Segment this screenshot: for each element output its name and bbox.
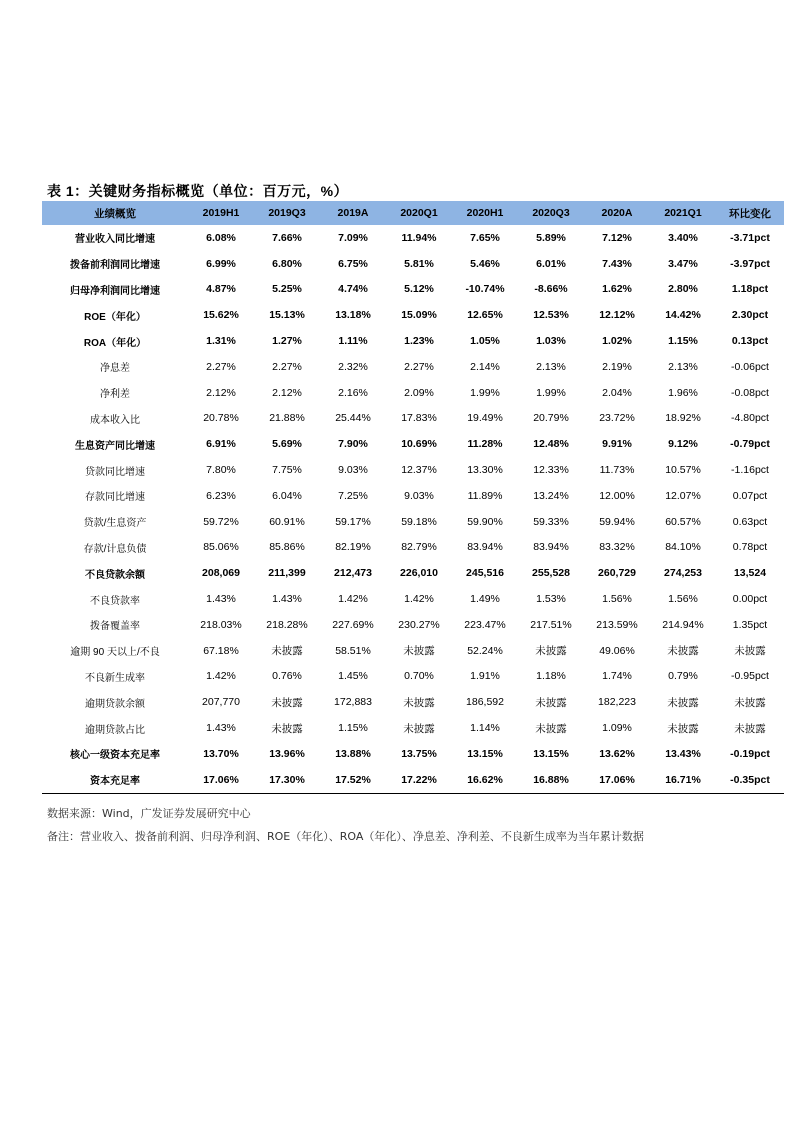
table-cell: 49.06%: [599, 644, 635, 657]
table-cell: 12.53%: [533, 309, 569, 322]
row-label: 不良贷款率: [90, 595, 140, 607]
table-cell: 13.18%: [335, 309, 371, 322]
table-cell: 2.04%: [602, 386, 632, 399]
table-cell: 12.48%: [533, 438, 569, 451]
table-cell: 182,223: [598, 696, 636, 709]
table-cell: 2.09%: [404, 386, 434, 399]
table-cell: 223.47%: [464, 618, 506, 631]
table-cell: 13,524: [733, 567, 767, 580]
table-cell: -0.19pct: [730, 747, 770, 760]
row-label: 逾期贷款余额: [85, 698, 145, 710]
table-header-row: [42, 201, 784, 225]
table-row: [42, 689, 784, 715]
table-row: [42, 354, 784, 380]
table-cell: 217.51%: [530, 618, 572, 631]
table-cell: 5.81%: [404, 257, 434, 270]
table-cell: 11.89%: [467, 489, 503, 502]
table-cell: 6.08%: [206, 231, 236, 244]
remark-note: 备注：营业收入、拨备前利润、归母净利润、ROE（年化）、ROA（年化）、净息差、净利差、不良新生成率为当年累计数据: [47, 830, 644, 843]
table-cell: 7.09%: [338, 231, 368, 244]
table-cell: 11.28%: [467, 438, 503, 451]
table-cell: 9.91%: [602, 438, 632, 451]
table-cell: 212,473: [334, 567, 372, 580]
table-cell: 0.79%: [668, 670, 698, 683]
column-header: 2020Q3: [518, 201, 584, 225]
table-cell: 59.18%: [401, 515, 437, 528]
table-cell: 207,770: [202, 696, 240, 709]
table-row: [42, 483, 784, 509]
table-cell: 7.75%: [272, 464, 302, 477]
table-cell: 1.42%: [404, 593, 434, 606]
row-label: 净利差: [100, 389, 130, 401]
table-cell: 未披露: [535, 645, 567, 658]
column-header: 2021Q1: [650, 201, 716, 225]
table-cell: 218.28%: [266, 618, 308, 631]
table-cell: 25.44%: [335, 412, 371, 425]
table-cell: 1.74%: [602, 670, 632, 683]
table-row: [42, 586, 784, 612]
table-cell: 1.56%: [668, 593, 698, 606]
table-cell: 0.76%: [272, 670, 302, 683]
table-cell: 1.43%: [272, 593, 302, 606]
table-cell: 2.27%: [404, 360, 434, 373]
table-cell: 1.53%: [536, 593, 566, 606]
row-label: 贷款同比增速: [85, 466, 145, 478]
table-cell: 未披露: [271, 645, 303, 658]
table-cell: 60.57%: [665, 515, 701, 528]
table-cell: 13.70%: [203, 747, 239, 760]
table-cell: 23.72%: [599, 412, 635, 425]
table-cell: 58.51%: [335, 644, 371, 657]
table-cell: 172,883: [334, 696, 372, 709]
table-cell: 1.99%: [536, 386, 566, 399]
table-cell: 13.88%: [335, 747, 371, 760]
table-cell: 6.04%: [272, 489, 302, 502]
table-row: [42, 406, 784, 432]
table-row: [42, 225, 784, 251]
table-cell: 2.12%: [272, 386, 302, 399]
column-header: 2019H1: [188, 201, 254, 225]
table-cell: 2.14%: [470, 360, 500, 373]
row-label: 净息差: [100, 363, 130, 375]
table-cell: 4.74%: [338, 283, 368, 296]
table-cell: -10.74%: [465, 283, 505, 296]
table-cell: 208,069: [202, 567, 240, 580]
table-cell: 83.94%: [533, 541, 569, 554]
table-cell: 85.86%: [269, 541, 305, 554]
table-cell: -0.79pct: [730, 438, 770, 451]
row-label: 不良贷款余额: [85, 569, 145, 581]
table-cell: 17.06%: [188, 767, 254, 793]
table-cell: 13.24%: [533, 489, 569, 502]
table-cell: 2.12%: [206, 386, 236, 399]
column-header: 2020Q1: [386, 201, 452, 225]
table-cell: 1.42%: [206, 670, 236, 683]
table-cell: 未披露: [403, 645, 435, 658]
table-cell: 2.13%: [668, 360, 698, 373]
table-cell: 0.70%: [404, 670, 434, 683]
table-row: [42, 328, 784, 354]
column-header: 2019A: [320, 201, 386, 225]
table-cell: 2.32%: [338, 360, 368, 373]
table-cell: -0.95pct: [731, 670, 769, 683]
table-cell: 227.69%: [332, 618, 374, 631]
table-cell: 1.11%: [338, 335, 368, 348]
table-cell: 1.96%: [668, 386, 698, 399]
table-cell: 1.31%: [206, 335, 236, 348]
table-cell: 19.49%: [467, 412, 503, 425]
table-cell: -3.71pct: [730, 231, 770, 244]
table-cell: 15.09%: [401, 309, 437, 322]
table-cell: 2.27%: [206, 360, 236, 373]
table-cell: 0.63pct: [732, 515, 768, 528]
table-cell: 17.22%: [386, 767, 452, 793]
row-label: 逾期贷款占比: [85, 724, 145, 736]
table-cell: 2.27%: [272, 360, 302, 373]
table-cell: 1.02%: [602, 335, 632, 348]
table-cell: 7.12%: [602, 231, 632, 244]
table-cell: 13.43%: [665, 747, 701, 760]
table-cell: 218.03%: [200, 618, 242, 631]
column-header: 环比变化: [716, 201, 784, 225]
table-row: [42, 431, 784, 457]
column-header: 2020A: [584, 201, 650, 225]
table-cell: 6.91%: [206, 438, 236, 451]
table-cell: 1.49%: [470, 593, 500, 606]
table-cell: 2.19%: [602, 360, 632, 373]
table-cell: 82.19%: [335, 541, 371, 554]
column-header: 业绩概览: [42, 201, 188, 225]
table-cell: 12.65%: [467, 309, 503, 322]
row-label: 逾期 90 天以上/不良: [70, 647, 160, 659]
table-cell: 0.13pct: [731, 335, 769, 348]
row-label: 生息资产同比增速: [75, 440, 155, 452]
table-cell: 2.30pct: [731, 309, 769, 322]
table-row: [42, 302, 784, 328]
table-cell: 83.94%: [467, 541, 503, 554]
row-label: 归母净利润同比增速: [70, 285, 160, 297]
table-cell: 59.90%: [467, 515, 503, 528]
table-cell: -0.06pct: [731, 360, 769, 373]
table-cell: 5.46%: [470, 257, 500, 270]
table-cell: 5.12%: [404, 283, 434, 296]
table-cell: 83.32%: [599, 541, 635, 554]
table-cell: 7.66%: [272, 231, 302, 244]
table-cell: 6.23%: [206, 489, 236, 502]
table-row: [42, 509, 784, 535]
table-cell: 17.30%: [254, 767, 320, 793]
table-cell: 6.99%: [206, 257, 236, 270]
table-row: [42, 741, 784, 767]
table-cell: -1.16pct: [731, 464, 769, 477]
table-cell: 18.92%: [665, 412, 701, 425]
table-cell: 13.75%: [401, 747, 437, 760]
table-row: [42, 664, 784, 690]
row-label: 资本充足率: [42, 767, 188, 793]
table-cell: -4.80pct: [731, 412, 769, 425]
row-label: 贷款/生息资产: [83, 518, 147, 530]
table-cell: 未披露: [667, 696, 699, 709]
table-cell: 59.72%: [203, 515, 239, 528]
table-cell: 16.71%: [650, 767, 716, 793]
table-cell: 20.78%: [203, 412, 239, 425]
column-header: 2020H1: [452, 201, 518, 225]
table-row: [42, 535, 784, 561]
table-row: [42, 560, 784, 586]
table-row: [42, 638, 784, 664]
table-cell: 13.15%: [467, 747, 503, 760]
table-cell: 230.27%: [398, 618, 440, 631]
table-cell: 7.80%: [206, 464, 236, 477]
table-cell: 15.13%: [269, 309, 305, 322]
table-cell: 未披露: [271, 696, 303, 709]
table-cell: 12.12%: [599, 309, 635, 322]
table-cell: 12.07%: [665, 489, 701, 502]
table-cell: 17.83%: [401, 412, 437, 425]
table-row: [42, 457, 784, 483]
row-label: 成本收入比: [90, 414, 140, 426]
table-cell: 12.37%: [401, 464, 437, 477]
table-row: [42, 715, 784, 741]
table-row: [42, 380, 784, 406]
table-cell: 21.88%: [269, 412, 305, 425]
table-cell: 1.43%: [206, 722, 236, 735]
table-cell: 5.69%: [272, 438, 302, 451]
table-cell: 16.88%: [518, 767, 584, 793]
table-cell: 未披露: [734, 645, 766, 658]
table-cell: 未披露: [667, 645, 699, 658]
table-cell: 59.17%: [335, 515, 371, 528]
row-label: 核心一级资本充足率: [70, 750, 160, 762]
column-header: 2019Q3: [254, 201, 320, 225]
data-source-note: 数据来源：Wind，广发证券发展研究中心: [47, 807, 251, 820]
table-cell: 214.94%: [662, 618, 704, 631]
table-cell: 260,729: [598, 567, 636, 580]
table-cell: 11.73%: [599, 464, 635, 477]
row-label: 存款/计息负债: [83, 543, 147, 555]
table-cell: 5.89%: [536, 231, 566, 244]
table-cell: 226,010: [400, 567, 438, 580]
table-cell: 7.65%: [470, 231, 500, 244]
table-cell: 17.52%: [320, 767, 386, 793]
table-cell: 7.90%: [338, 438, 368, 451]
table-cell: 1.14%: [470, 722, 500, 735]
table-cell: 59.94%: [599, 515, 635, 528]
table-cell: 未披露: [535, 722, 567, 735]
table-cell: 14.42%: [665, 309, 701, 322]
table-cell: 6.80%: [272, 257, 302, 270]
table-cell: 1.05%: [470, 335, 500, 348]
table-cell: 52.24%: [467, 644, 503, 657]
table-cell: 0.78pct: [732, 541, 768, 554]
table-cell: 13.30%: [467, 464, 503, 477]
table-cell: 5.25%: [272, 283, 302, 296]
table-cell: 1.27%: [272, 335, 302, 348]
table-cell: 4.87%: [206, 283, 236, 296]
table-cell: 6.75%: [338, 257, 368, 270]
table-cell: 未披露: [734, 696, 766, 709]
table-cell: 12.33%: [533, 464, 569, 477]
table-cell: 15.62%: [203, 309, 239, 322]
table-cell: 1.56%: [602, 593, 632, 606]
table-cell: 1.43%: [206, 593, 236, 606]
table-cell: 16.62%: [452, 767, 518, 793]
table-cell: 11.94%: [401, 231, 437, 244]
table-cell: 85.06%: [203, 541, 239, 554]
row-label: 营业收入同比增速: [75, 234, 155, 246]
table-cell: 13.62%: [599, 747, 635, 760]
table-cell: 2.16%: [338, 386, 368, 399]
table-cell: 2.13%: [536, 360, 566, 373]
table-cell: 1.91%: [470, 670, 500, 683]
table-row: [42, 251, 784, 277]
table-cell: 未披露: [403, 696, 435, 709]
table-cell: -0.08pct: [731, 386, 769, 399]
table-cell: 1.18pct: [731, 283, 769, 296]
table-cell: 67.18%: [203, 644, 239, 657]
table-cell: 211,399: [268, 567, 306, 580]
table-cell: 1.23%: [404, 335, 434, 348]
row-label: 不良新生成率: [85, 672, 145, 684]
table-cell: 1.42%: [338, 593, 368, 606]
table-cell: 未披露: [271, 722, 303, 735]
table-cell: 0.00pct: [732, 593, 768, 606]
table-row: [42, 612, 784, 638]
table-cell: 82.79%: [401, 541, 437, 554]
table-cell: 3.40%: [668, 231, 698, 244]
table-row: [42, 767, 784, 793]
table-cell: 20.79%: [533, 412, 569, 425]
table-cell: 213.59%: [596, 618, 638, 631]
table-cell: 9.03%: [404, 489, 434, 502]
row-label: 拨备前利润同比增速: [70, 260, 160, 272]
table-cell: 186,592: [466, 696, 504, 709]
table-cell: 1.03%: [536, 335, 566, 348]
table-cell: 1.15%: [338, 722, 368, 735]
table-cell: 1.35pct: [732, 618, 768, 631]
table-cell: 1.09%: [602, 722, 632, 735]
table-cell: 2.80%: [668, 283, 698, 296]
table-cell: 0.07pct: [732, 489, 768, 502]
table-cell: -0.35pct: [716, 767, 784, 793]
table-cell: 60.91%: [269, 515, 305, 528]
table-cell: 59.33%: [533, 515, 569, 528]
table-cell: 13.15%: [533, 747, 569, 760]
table-cell: 3.47%: [668, 257, 698, 270]
table-cell: 未披露: [535, 696, 567, 709]
table-cell: 1.45%: [338, 670, 368, 683]
table-cell: 未披露: [667, 722, 699, 735]
table-cell: 13.96%: [269, 747, 305, 760]
table-cell: 245,516: [466, 567, 504, 580]
table-cell: -3.97pct: [730, 257, 770, 270]
table-cell: 274,253: [664, 567, 702, 580]
row-label: ROE（年化）: [84, 311, 146, 323]
table-cell: 9.03%: [338, 464, 368, 477]
table-cell: 未披露: [734, 722, 766, 735]
row-label: ROA（年化）: [83, 337, 147, 349]
row-label: 拨备覆盖率: [90, 621, 140, 633]
table-cell: 9.12%: [668, 438, 698, 451]
table-cell: 未披露: [403, 722, 435, 735]
table-cell: 255,528: [532, 567, 570, 580]
table-cell: 7.43%: [602, 257, 632, 270]
table-cell: -8.66%: [534, 283, 568, 296]
table-cell: 7.25%: [338, 489, 368, 502]
table-cell: 1.18%: [536, 670, 566, 683]
table-cell: 17.06%: [584, 767, 650, 793]
table-cell: 10.57%: [665, 464, 701, 477]
table-row: [42, 277, 784, 303]
financial-indicators-table: [42, 201, 784, 794]
table-cell: 10.69%: [401, 438, 437, 451]
table-cell: 1.62%: [602, 283, 632, 296]
table-cell: 1.15%: [668, 335, 698, 348]
row-label: 存款同比增速: [85, 492, 145, 504]
table-cell: 84.10%: [665, 541, 701, 554]
table-cell: 12.00%: [599, 489, 635, 502]
table-cell: 6.01%: [536, 257, 566, 270]
table-cell: 1.99%: [470, 386, 500, 399]
table-title: 表 1：关键财务指标概览（单位：百万元，%）: [47, 183, 349, 199]
